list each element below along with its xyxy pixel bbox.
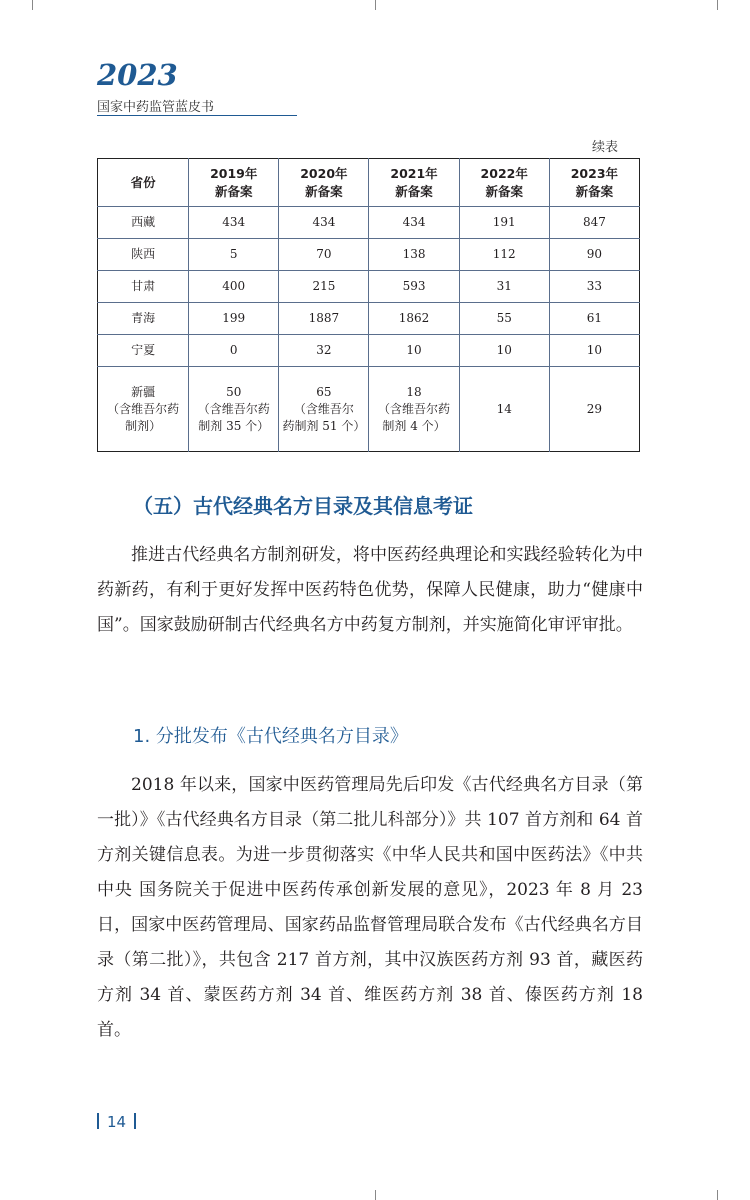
table-header-row: [98, 159, 640, 207]
header-cell: [279, 159, 369, 207]
value-cell: 1887: [279, 303, 369, 335]
value-cell: 5: [189, 239, 279, 271]
header-divider: [97, 115, 297, 116]
value-cell: 434: [189, 207, 279, 239]
province-cell: 陕西: [98, 239, 189, 271]
value-cell: 10: [549, 335, 639, 367]
table-continued-label: 续表: [591, 140, 618, 155]
value-cell: 1862: [369, 303, 459, 335]
header-line: 2022年 新备案: [480, 165, 528, 199]
value-cell: 32: [279, 335, 369, 367]
value-cell: 138: [369, 239, 459, 271]
header-line: 2021年 新备案: [390, 165, 438, 199]
value-cell: 215: [279, 271, 369, 303]
value-cell: 33: [549, 271, 639, 303]
header-cell: [549, 159, 639, 207]
value-cell: 31: [459, 271, 549, 303]
province-cell: 西藏: [98, 207, 189, 239]
page-number-bar: [97, 1113, 99, 1129]
table-row: [98, 303, 640, 335]
value-cell: 593: [369, 271, 459, 303]
value-cell: 65 （含维吾尔 药制剂 51 个）: [279, 367, 369, 452]
table-row: [98, 207, 640, 239]
value-cell: 14: [459, 367, 549, 452]
value-cell: 29: [549, 367, 639, 452]
header-line: 2023年 新备案: [570, 165, 619, 199]
value-cell: 199: [189, 303, 279, 335]
province-cell: 甘肃: [98, 271, 189, 303]
table-row-xinjiang: [98, 367, 640, 452]
intro-paragraph: 推进古代经典名方制剂研发，将中医药经典理论和实践经验转化为中药新药，有利于更好发挥中医药特色优势，保障人民健康，助力“健康中国”。国家鼓励研制古代经典名方中药复方制剂，并实施简化审评审批。: [97, 545, 643, 635]
value-cell: 847: [549, 207, 639, 239]
header-cell: 省份: [98, 159, 189, 207]
header-line: 2019年 新备案: [210, 165, 258, 199]
province-cell: 新疆 （含维吾尔药 制剂）: [98, 367, 189, 452]
section-heading: （五）古代经典名方目录及其信息考证: [133, 494, 473, 518]
value-cell: 10: [369, 335, 459, 367]
crop-mark: [375, 1190, 376, 1200]
page-number: [97, 1113, 144, 1131]
value-cell: 90: [549, 239, 639, 271]
body-paragraph: 2018 年以来，国家中医药管理局先后印发《古代经典名方目录（第一批）》《古代经典名方目录（第二批儿科部分）》共 107 首方剂和 64 首方剂关键信息表。为进一步贯彻落实《中华人民共和国中医药法》《中共中央 国务院关于促进中医药传承创新发展的意见》，2023 年 8 月 23 日，国家中医药管理局、国家药品监督管理局联合发布《古代经典名方目录（第二批）》，共包含 217 首方剂，其中汉族医药方剂 93 首，藏医药方剂 34 首、蒙医药方剂 34 首、维医药方剂 38 首、傣医药方剂 18 首。: [97, 775, 643, 1040]
header-year: 2023: [97, 58, 178, 92]
crop-mark: [717, 1190, 718, 1200]
value-cell: 191: [459, 207, 549, 239]
value-cell: 112: [459, 239, 549, 271]
value-cell: 55: [459, 303, 549, 335]
header-cell: [459, 159, 549, 207]
header-line: 2020年 新备案: [300, 165, 348, 199]
page-number-text: 14: [107, 1113, 127, 1131]
crop-mark: [375, 0, 376, 10]
table-row: [98, 271, 640, 303]
subsection-heading: 1. 分批发布《古代经典名方目录》: [133, 726, 408, 747]
table-row: [98, 239, 640, 271]
crop-mark: [717, 0, 718, 10]
value-cell: 70: [279, 239, 369, 271]
value-cell: 18 （含维吾尔药 制剂 4 个）: [369, 367, 459, 452]
filing-table: [97, 158, 640, 452]
page-number-bar: [134, 1113, 136, 1129]
value-cell: 400: [189, 271, 279, 303]
value-cell: 434: [369, 207, 459, 239]
province-cell: 青海: [98, 303, 189, 335]
crop-mark: [32, 0, 33, 10]
value-cell: 10: [459, 335, 549, 367]
table-row: [98, 335, 640, 367]
value-cell: 0: [189, 335, 279, 367]
province-cell: 宁夏: [98, 335, 189, 367]
value-cell: 434: [279, 207, 369, 239]
header-cell: [369, 159, 459, 207]
value-cell: 50 （含维吾尔药 制剂 35 个）: [189, 367, 279, 452]
header-book-title: 国家中药监管蓝皮书: [97, 100, 215, 115]
header-cell: [189, 159, 279, 207]
value-cell: 61: [549, 303, 639, 335]
